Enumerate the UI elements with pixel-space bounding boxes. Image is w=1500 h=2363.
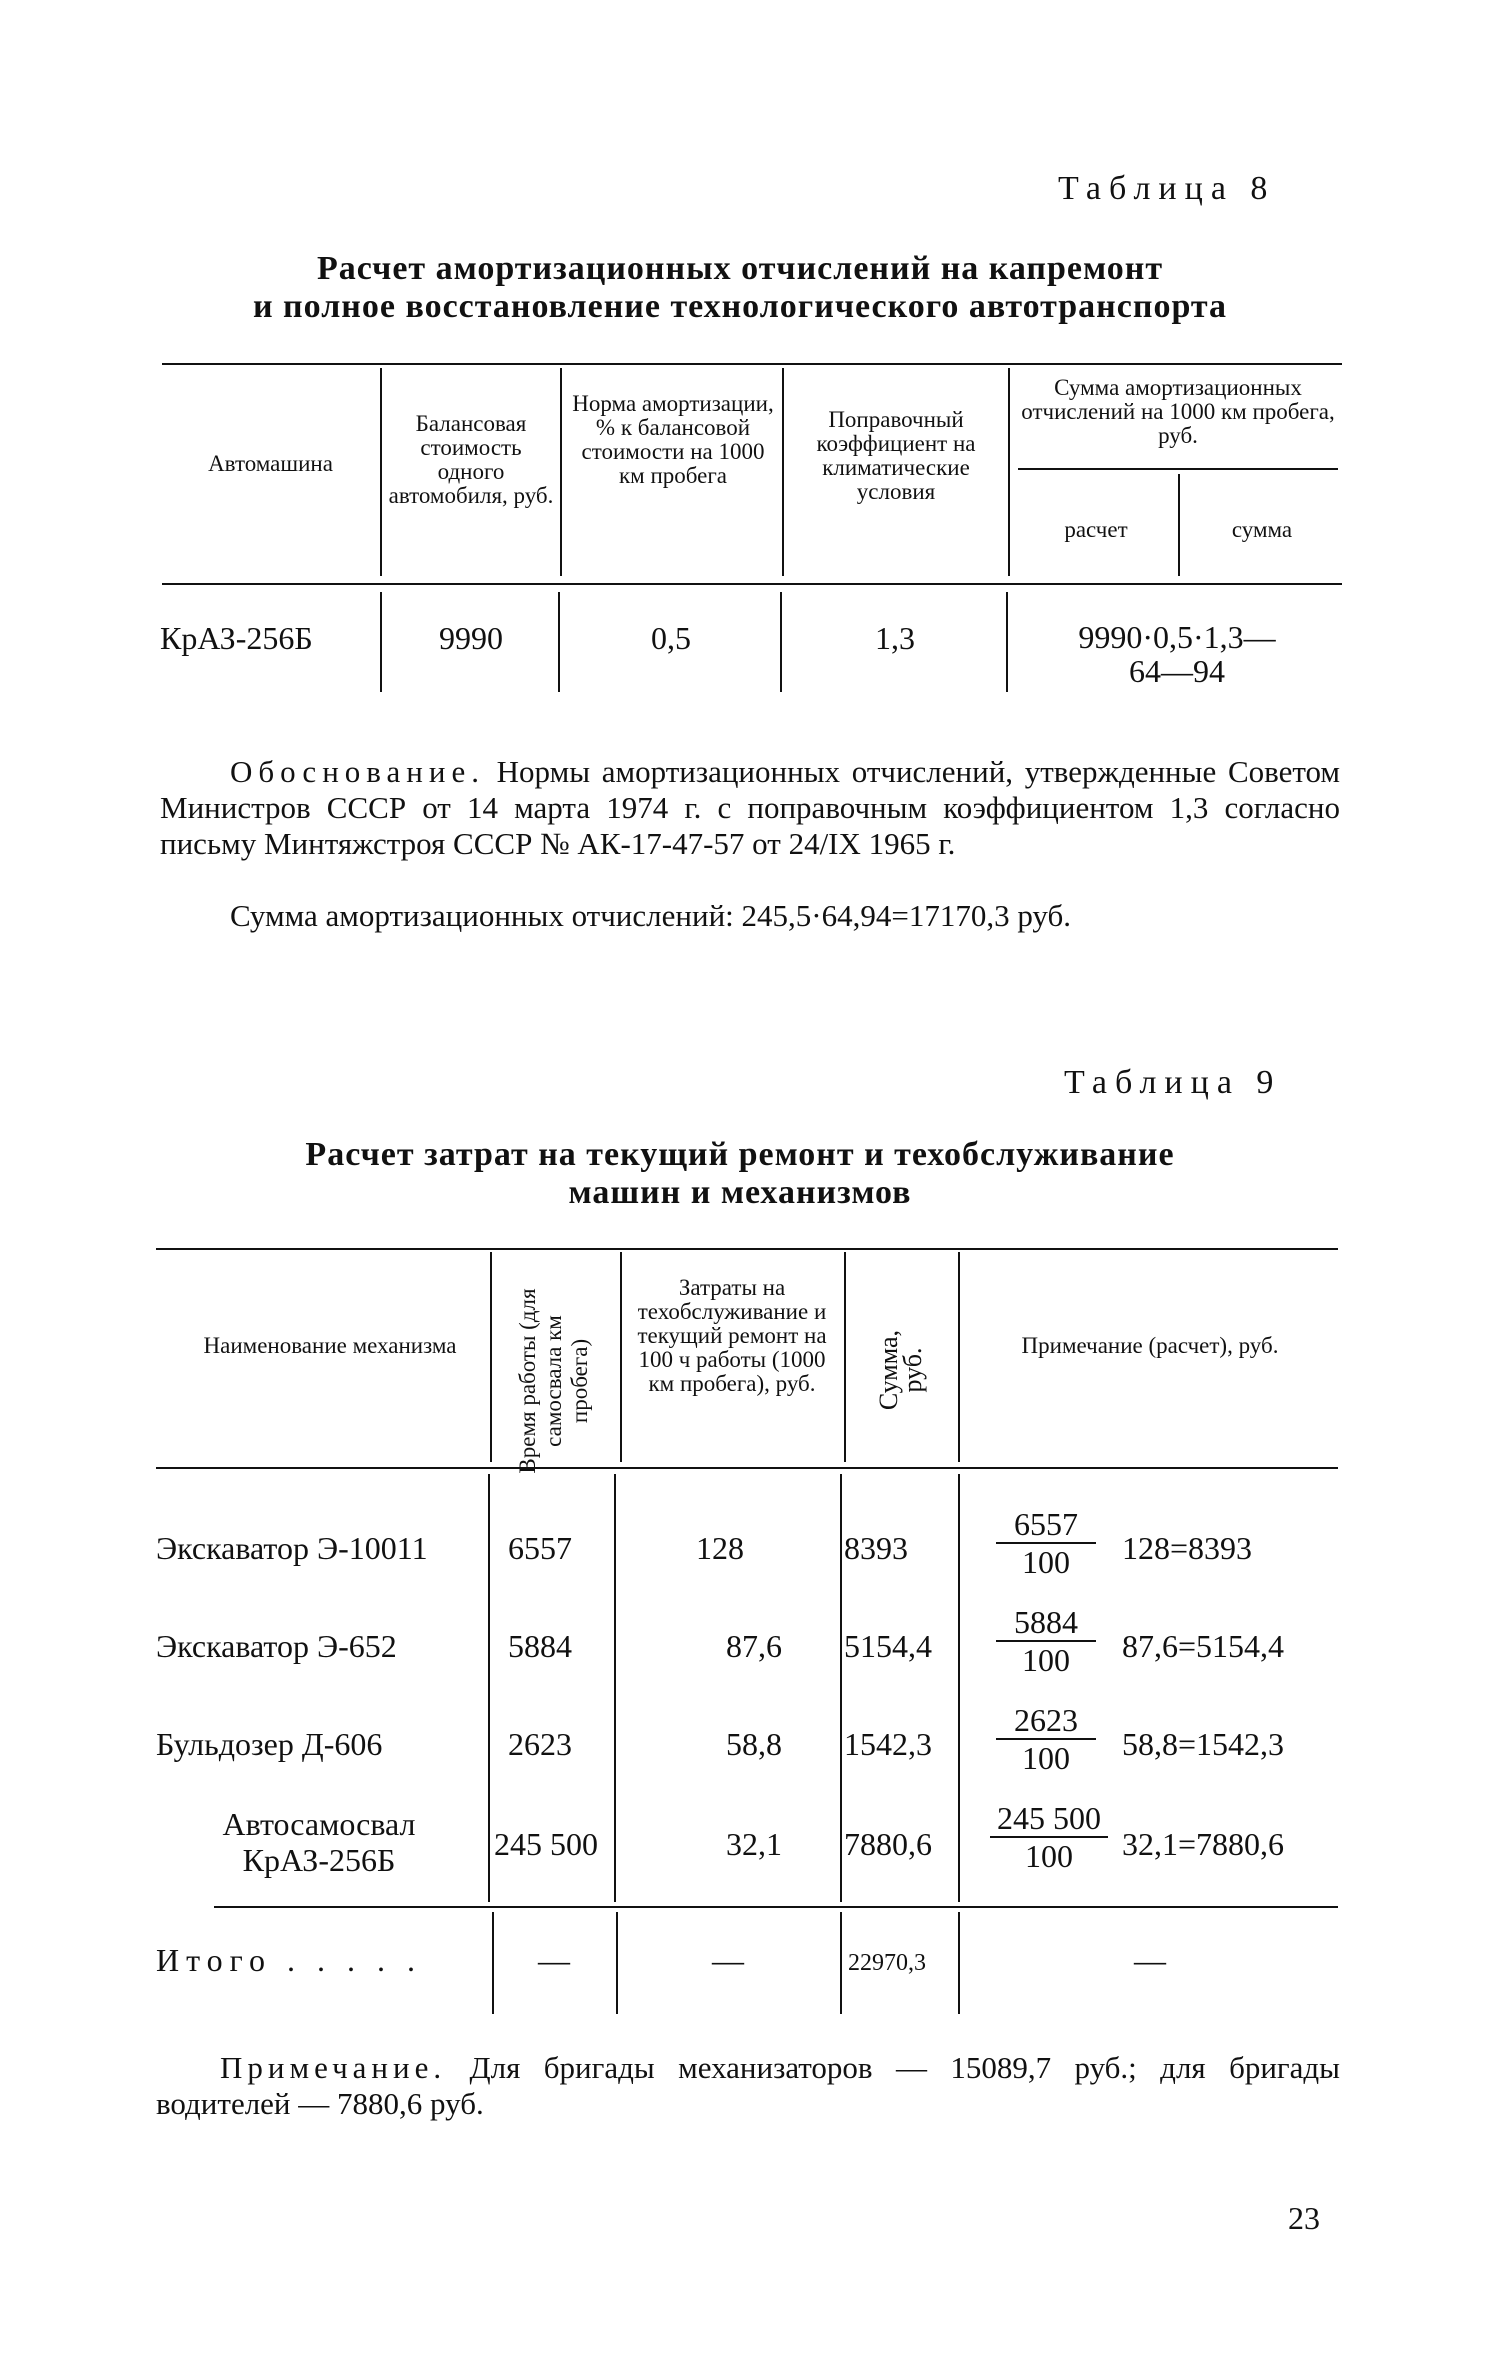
table9-row-time: 245 500 bbox=[494, 1826, 598, 1862]
table8-divider bbox=[1008, 368, 1010, 576]
table9-row-result: 58,8=1542,3 bbox=[1122, 1726, 1285, 1762]
table9-divider bbox=[958, 1474, 960, 1902]
fraction-numerator: 245 500 bbox=[997, 1800, 1101, 1836]
table9-divider bbox=[958, 1912, 960, 2014]
table9-header-time: Время работы (для самосвала км пробега) bbox=[515, 1288, 592, 1474]
note-paragraph bbox=[156, 2050, 1340, 2122]
table8-caption: Таблица 8 bbox=[1058, 170, 1276, 207]
fraction-numerator: 5884 bbox=[1014, 1604, 1078, 1640]
page-number: 23 bbox=[1288, 2200, 1320, 2236]
note-label: Примечание. bbox=[220, 2050, 447, 2085]
table8-row-coef: 1,3 bbox=[875, 620, 915, 656]
fraction-denominator: 100 bbox=[996, 1640, 1096, 1678]
table8-divider bbox=[560, 368, 562, 576]
table8-header-coef: Поправочный коэффициент на климатические условия bbox=[816, 407, 976, 504]
table8-header-norm: Норма амортизации, % к балансовой стоимости на 1000 км пробега bbox=[572, 391, 774, 488]
fraction-numerator: 6557 bbox=[1014, 1506, 1078, 1542]
basis-label: Обоснование. bbox=[230, 754, 485, 789]
table9-row-sum: 1542,3 bbox=[844, 1726, 932, 1762]
table9-header-sum: Сумма, руб. bbox=[874, 1329, 927, 1411]
table8-divider bbox=[558, 592, 560, 692]
table9-divider bbox=[840, 1474, 842, 1902]
table9-row-result: 128=8393 bbox=[1122, 1530, 1253, 1566]
table8-divider bbox=[380, 592, 382, 692]
table9-divider bbox=[844, 1252, 846, 1462]
table9-total-note: — bbox=[1134, 1942, 1166, 1978]
basis-paragraph bbox=[160, 754, 1340, 862]
table9-row-cost: 32,1 bbox=[726, 1826, 782, 1862]
basis-sum-line: Сумма амортизационных отчислений: 245,5·64,94=17170,3 руб. bbox=[230, 898, 1072, 933]
table8-title-line1: Расчет амортизационных отчислений на капремонт bbox=[316, 250, 1164, 287]
table8-divider bbox=[1178, 474, 1180, 576]
table8-divider bbox=[780, 592, 782, 692]
table8-row-machine: КрАЗ-256Б bbox=[160, 620, 313, 656]
table8-row-calc-line1: 9990·0,5·1,3— bbox=[1078, 619, 1276, 655]
table9-row-name: Экскаватор Э-652 bbox=[156, 1628, 397, 1664]
table8-header-machine: Автомашина bbox=[208, 451, 333, 476]
table8-divider bbox=[1006, 592, 1008, 692]
fraction-denominator: 100 bbox=[996, 1542, 1096, 1580]
table8-row-calc-line2: 64—94 bbox=[1129, 653, 1225, 689]
table9-divider bbox=[490, 1252, 492, 1462]
table8-header-rule bbox=[162, 583, 1342, 585]
table8-header-sum: сумма bbox=[1231, 517, 1293, 542]
table8-row-balance: 9990 bbox=[439, 620, 503, 656]
table8-divider bbox=[380, 368, 382, 576]
table9-title-line2: машин и механизмов bbox=[568, 1174, 912, 1211]
fraction-denominator: 100 bbox=[996, 1738, 1096, 1776]
fraction-numerator: 2623 bbox=[1014, 1702, 1078, 1738]
table9-header-rule bbox=[156, 1467, 1338, 1469]
table9-total-rule bbox=[214, 1906, 1338, 1908]
basis-text: Нормы амортизационных отчислений, утвержденные Советом Министров СССР от 14 марта 1974 г. с поправочным коэффициентом 1,3 согласно письму Минтяжстроя СССР № АК-17-47-57 от 24/IX 1965 г. bbox=[160, 754, 1340, 861]
table9-row-time: 6557 bbox=[508, 1530, 572, 1566]
table9-row-name: Бульдозер Д-606 bbox=[156, 1726, 383, 1762]
fraction-denominator: 100 bbox=[990, 1836, 1108, 1874]
table9-divider bbox=[614, 1474, 616, 1902]
table9-top-rule bbox=[156, 1248, 1338, 1250]
table9-header-name: Наименование механизма bbox=[203, 1333, 457, 1358]
table9-row-name: Автосамосвал КрАЗ-256Б bbox=[222, 1806, 416, 1878]
table8-row-norm: 0,5 bbox=[651, 620, 691, 656]
table8-title-line2: и полное восстановление технологического автотранспорта bbox=[252, 288, 1228, 325]
table9-total-sum: 22970,3 bbox=[848, 1950, 926, 1976]
table9-row-result: 32,1=7880,6 bbox=[1122, 1826, 1285, 1862]
table8-top-rule bbox=[162, 363, 1342, 365]
table9-total-cost: — bbox=[712, 1942, 744, 1978]
table9-row-time: 2623 bbox=[508, 1726, 572, 1762]
table9-header-cost: Затраты на техобслуживание и текущий ремонт на 100 ч работы (1000 км пробега), руб. bbox=[637, 1275, 827, 1396]
table8-header-balance: Балансовая стоимость одного автомобиля, руб. bbox=[388, 411, 554, 508]
table9-header-note: Примечание (расчет), руб. bbox=[1021, 1333, 1279, 1358]
table9-total-time: — bbox=[538, 1942, 570, 1978]
table9-row-name: Экскаватор Э-10011 bbox=[156, 1530, 428, 1566]
table8-row-calc bbox=[1012, 620, 1342, 688]
table9-row-sum: 8393 bbox=[844, 1530, 908, 1566]
table8-header-calc: расчет bbox=[1064, 517, 1128, 542]
table9-row-cost: 58,8 bbox=[726, 1726, 782, 1762]
table9-row-sum: 5154,4 bbox=[844, 1628, 932, 1664]
table9-row-time: 5884 bbox=[508, 1628, 572, 1664]
table9-row-fraction bbox=[996, 1604, 1096, 1678]
table8-subheader-rule bbox=[1018, 468, 1338, 470]
table9-row-cost: 128 bbox=[696, 1530, 744, 1566]
table9-caption: Таблица 9 bbox=[1064, 1064, 1282, 1101]
table9-row-result: 87,6=5154,4 bbox=[1122, 1628, 1285, 1664]
table9-title-line1: Расчет затрат на текущий ремонт и техобслуживание bbox=[305, 1136, 1175, 1173]
table9-divider bbox=[840, 1912, 842, 2014]
table9-row-sum: 7880,6 bbox=[844, 1826, 932, 1862]
table8-header-sum-group: Сумма амортизационных отчислений на 1000 км пробега, руб. bbox=[1021, 375, 1335, 448]
note-text: Для бригады механизаторов — 15089,7 руб.; для бригады водителей — 7880,6 руб. bbox=[156, 2050, 1341, 2121]
table9-divider bbox=[488, 1474, 490, 1902]
table9-divider bbox=[620, 1252, 622, 1462]
table9-row-fraction bbox=[996, 1506, 1096, 1580]
table9-total-label: Итого . . . . . bbox=[156, 1942, 422, 1978]
table9-row-cost: 87,6 bbox=[726, 1628, 782, 1664]
table9-row-fraction bbox=[990, 1800, 1108, 1874]
table8-divider bbox=[782, 368, 784, 576]
table9-divider bbox=[958, 1252, 960, 1462]
table9-row-fraction bbox=[996, 1702, 1096, 1776]
